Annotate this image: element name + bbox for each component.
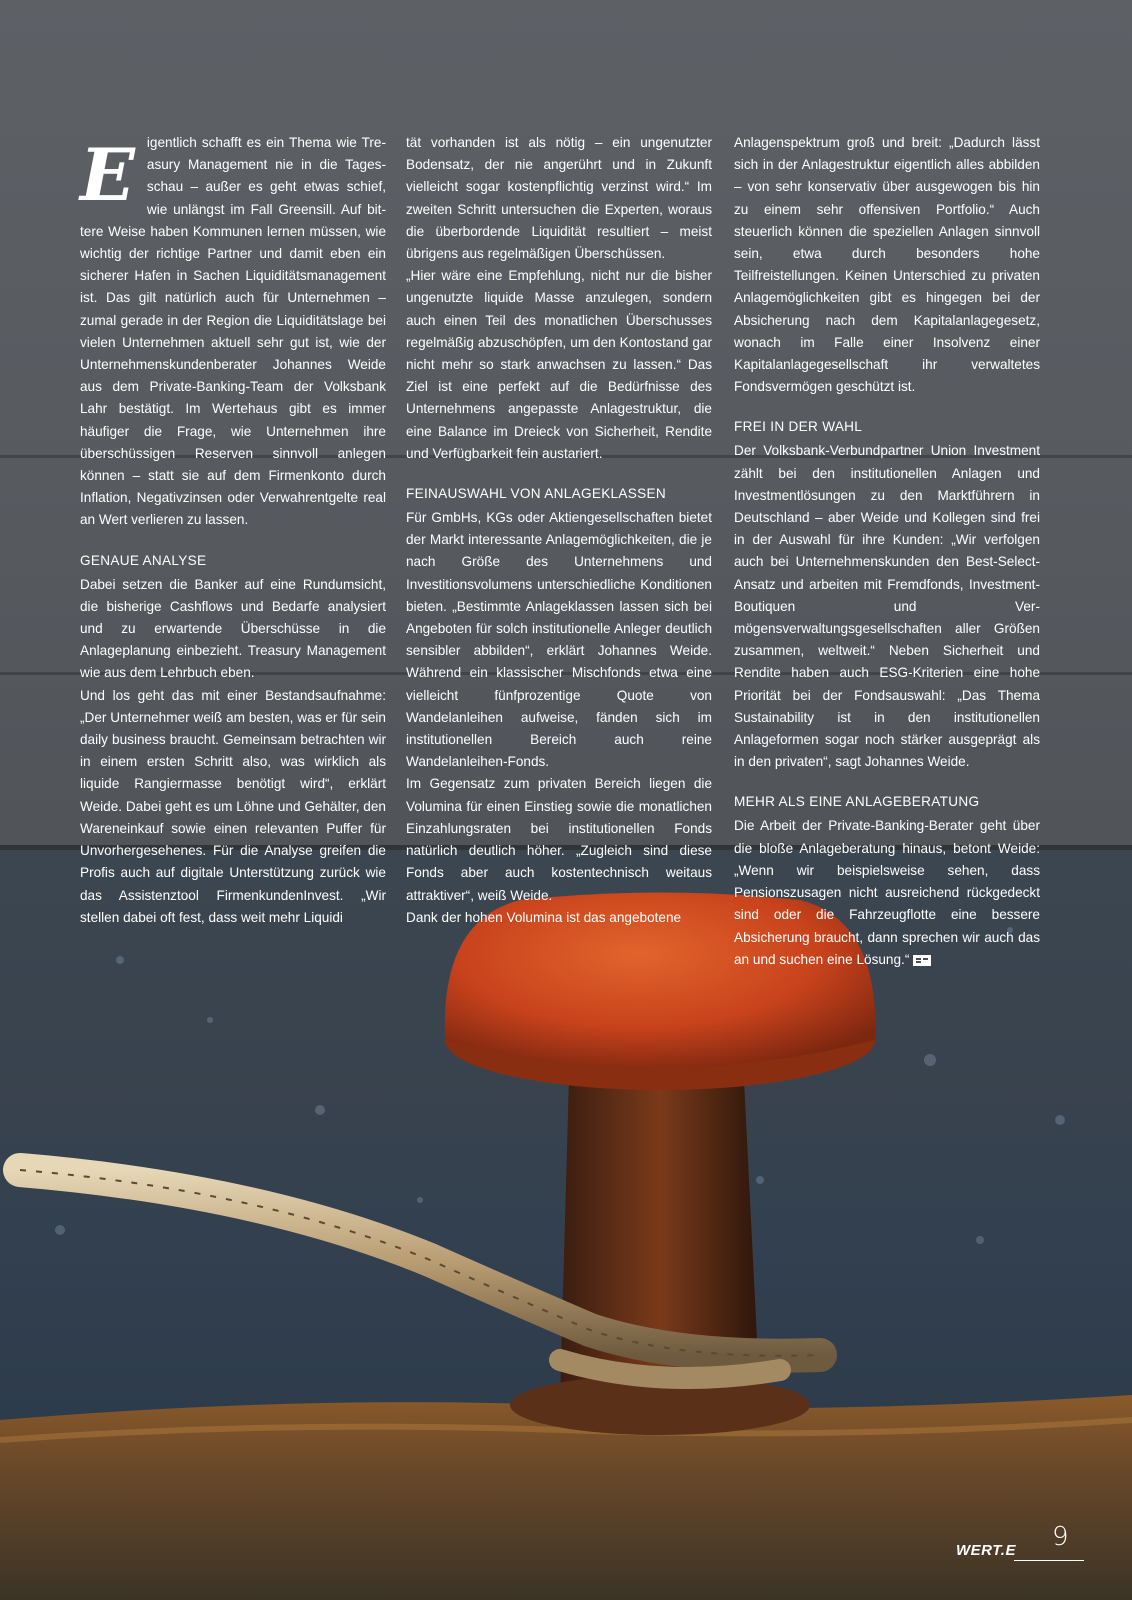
paragraph: tät vorhanden ist als nötig – ein ungenutzter Bodensatz, der nie angerührt und in Zukunft vielleicht sogar kostenpflichtig verzinst wird.“ Im zweiten Schritt untersuchen die Experten, woraus die überbordende Liquidität resultiert – meist übrigens aus regelmäßigen Überschüssen.: [406, 135, 712, 262]
paragraph: „Hier wäre eine Empfehlung, nicht nur die bisher ungenutzte liquide Masse anzulegen, sondern auch einen Teil des monatlichen Überschusses regelmäßig abzuschöpfen, um den Kontostand gar nicht mehr so stark anwachsen zu lassen.“ Das Ziel ist eine perfekt auf die Bedürfnisse des Unternehmens angepasste Anlagestruktur, die eine Balance im Dreieck von Sicherheit, Rendite und Verfügbarkeit fein austariert.: [406, 268, 712, 461]
text-column-2: [406, 132, 712, 929]
section-heading: GENAUE ANALYSE: [80, 552, 207, 568]
paragraph: Und los geht das mit einer Bestandsaufnahme: „Der Unternehmer weiß am besten, was er für sein daily business braucht. Gemeinsam betrachten wir in einem ersten Schritt also, was wirklich als liquide Rangiermasse benötigt wird“, erklärt Weide. Dabei geht es um Löhne und Gehälter, den Wareneinkauf sowie einen relevanten Puffer für Unvorhergesehenes. Für die Analyse greifen die Profis auch auf digitale Unterstützung zurück wie das Assistenztool FirmenkundenInvest. „Wir stellen dabei oft fest, dass weit mehr Liquidi: [80, 687, 386, 925]
paragraph: Im Gegensatz zum privaten Bereich liegen die Volumina für einen Einstieg sowie die monatlichen Einzahlungsraten bei institutionellen Fonds natürlich deutlich höher. „Zugleich sind diese Fonds aber auch kostentechnisch weitaus attraktiver“, weiß Weide.: [406, 776, 712, 903]
paragraph: Der Volksbank-Verbundpartner Union Investment zählt bei den institutionellen Anlagen und Investmentlösungen zu den Marktführern in Deutschland – aber Weide und Kollegen sind frei in der Auswahl für ihre Kunden: „Wir verfolgen auch bei Unternehmenskunden den Best-Select-Ansatz und arbeiten mit Fremdfonds, Investment-Boutiquen und Vermögensverwaltungsgesellschaften aller Größen zusammen, weltweit.“ Neben Sicherheit und Rendite haben auch ESG-Kriterien eine hohe Priorität bei der Fondsauswahl: „Das Thema Sustainability ist in den institutionellen Anlageformen sogar noch stärker ausgeprägt als in den privaten“, sagt Johannes Weide.: [734, 443, 1040, 770]
drop-cap: E: [80, 132, 135, 217]
section-heading: MEHR ALS EINE ANLAGEBERATUNG: [734, 794, 980, 810]
footer-rule: [1014, 1560, 1084, 1561]
text-column-1: [80, 132, 386, 929]
magazine-brand: WERT.E: [956, 1542, 1016, 1559]
paragraph: igentlich schafft es ein Thema wie Treasury Management nie in die Tagesschau – außer es geht etwas schief, wie unlängst im Fall Greensill. Auf bittere Weise haben Kommunen lernen müssen, wie wichtig der richtige Partner und damit eben ein sicherer Hafen in Sachen Liquiditätsmanagement ist. Das gilt natürlich auch für Unternehmen – zumal gerade in der Region die Liquiditätslage bei vielen Unternehmen aktuell sehr gut ist, wie der Unternehmenskundenberater Johannes Weide aus dem Private-Banking-Team der Volksbank Lahr bestätigt. Im Wertehaus gibt es immer häufiger die Frage, wie Unternehmen ihre überschüssigen Reserven sinnvoll anlegen können – statt sie auf dem Firmenkonto durch Inflation, Negativzinsen oder Verwahrentgelte real an Wert verlieren zu lassen.: [80, 135, 386, 528]
paragraph: [734, 815, 1040, 970]
paragraph: Dabei setzen die Banker auf eine Rundumsicht, die bisherige Cashflows und Bedarfe analysiert und zu erwartende Überschüsse in die Anlageplanung einbezieht. Treasury Management wie aus dem Lehrbuch eben.: [80, 576, 386, 681]
closing-paragraph-text: Die Arbeit der Private-Banking-Berater geht über die bloße Anlageberatung hinaus, betont Weide: „Wenn wir beispielsweise sehen, dass Pensionszusagen nicht ausreichend rückgedeckt sind oder die Fahrzeugflotte eine bessere Absicherung braucht, dann sprechen wir auch das an und suchen eine Lösung.“: [734, 818, 1040, 967]
paragraph: Für GmbHs, KGs oder Aktiengesellschaften bietet der Markt interessante Anlagemöglichkeiten, die je nach Größe des Unternehmens und Investitionsvolumens unterschiedliche Konditionen bieten. „Bestimmte Anlageklassen lassen sich bei Angeboten für solch institutionelle Anleger deutlich sensibler abbilden“, erklärt Johannes Weide. Während ein klassischer Mischfonds etwa eine vielleicht fünfprozentige Quote von Wandelanleihen aufweise, fänden sich im institutionellen Bereich auch reine Wandelanleihen-Fonds.: [406, 510, 712, 770]
section-heading: FREI IN DER WAHL: [734, 419, 863, 435]
end-of-article-icon: [913, 955, 931, 966]
page-number: 9: [1052, 1522, 1069, 1552]
paragraph: Anlagenspektrum groß und breit: „Dadurch lässt sich in der Anlagestruktur eigentlich alles abbilden – von sehr konservativ über ausgewogen bis hin zu einem sehr offensiven Portfolio.“ Auch steuerlich können die speziellen Anlagen sinnvoll sein, etwa durch besonders hohe Teilfreistellungen. Keinen Unterschied zu privaten Anlagemöglichkeiten gibt es hingegen bei der Absicherung nach dem Kapitalanlagegesetz, wonach im Falle einer Insolvenz einer Kapitalanlagegesellschaft ihr verwaltetes Fondsvermögen geschützt ist.: [734, 135, 1040, 395]
paragraph: Dank der hohen Volumina ist das angebotene: [406, 909, 682, 925]
text-column-3: [734, 132, 1040, 971]
section-heading: FEINAUSWAHL VON ANLAGEKLASSEN: [406, 486, 667, 502]
